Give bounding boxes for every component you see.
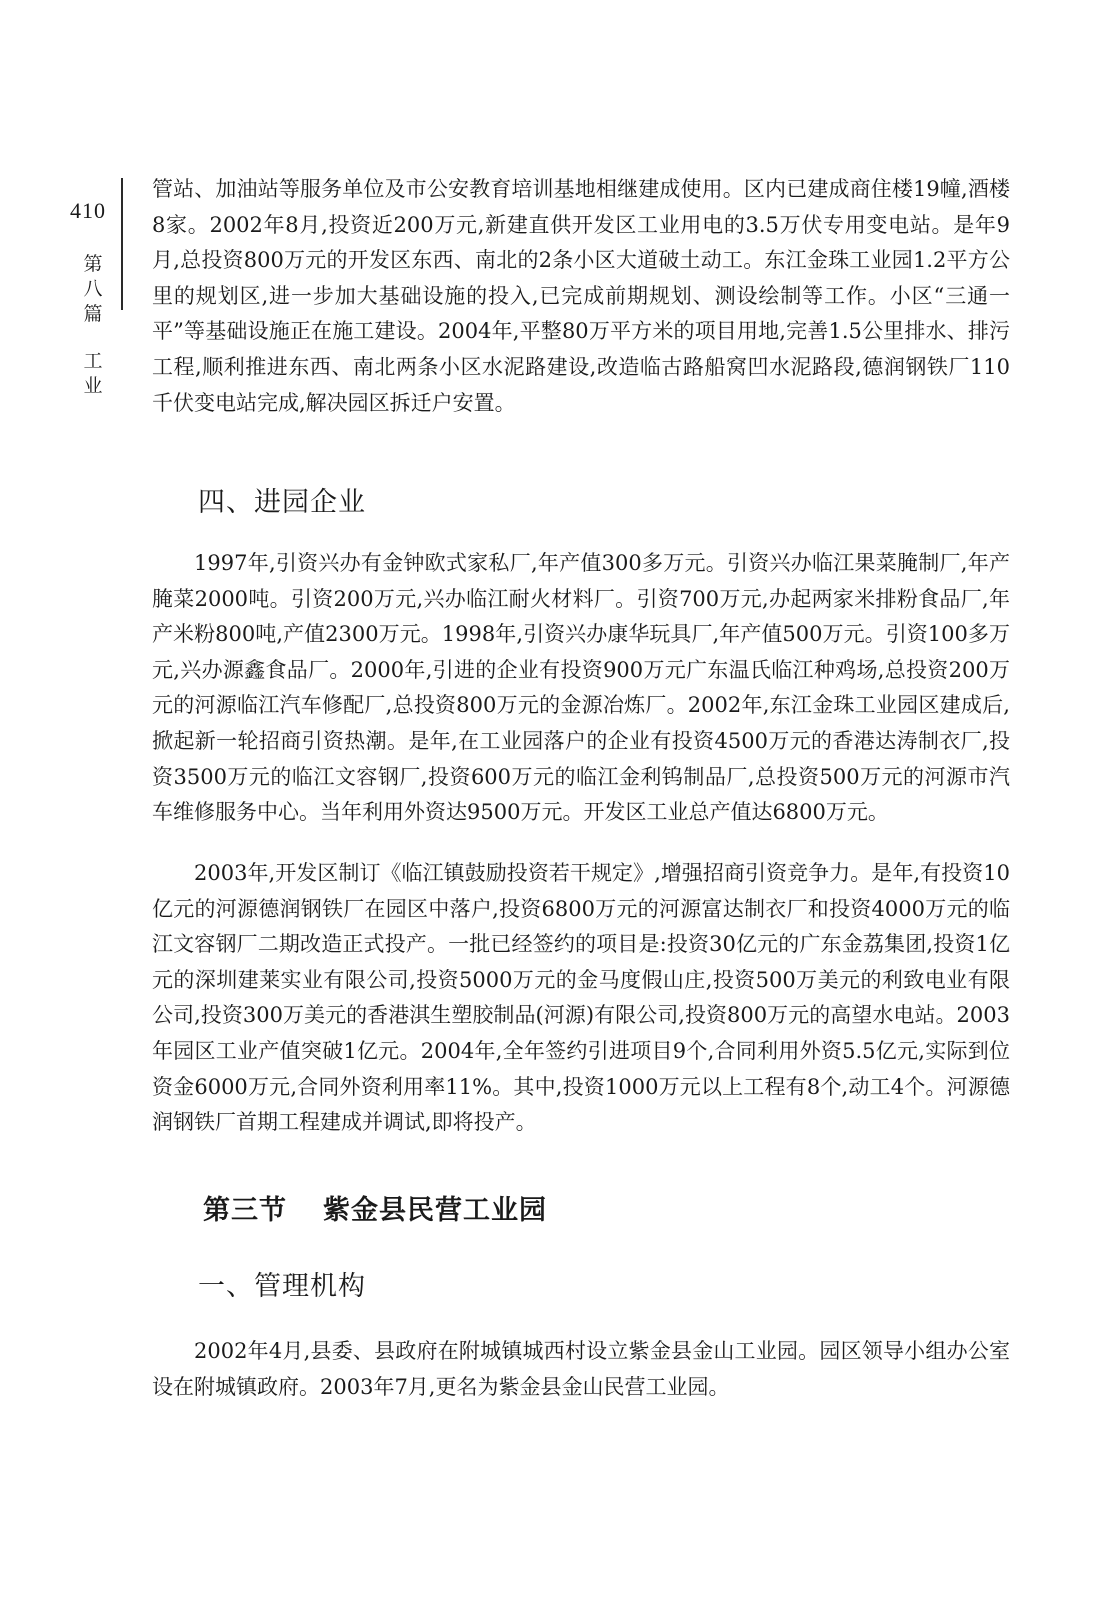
section-heading <box>203 1188 547 1227</box>
part-tab-char: 业 <box>83 375 103 397</box>
part-tab-char: 第 <box>83 253 103 275</box>
paragraph-management: 2002年4月,县委、县政府在附城镇城西村设立紫金县金山工业园。园区领导小组办公室设在附城镇政府。2003年7月,更名为紫金县金山民营工业园。 <box>152 1339 1010 1399</box>
section-number: 第三节 <box>203 1195 287 1226</box>
section-title: 紫金县民营工业园 <box>323 1195 547 1226</box>
paragraph-enterprises-2003-2004: 2003年,开发区制订《临江镇鼓励投资若干规定》,增强招商引资竞争力。是年,有投资10亿元的河源德润钢铁厂在园区中落户,投资6800万元的河源富达制衣厂和投资4000万元的临江文容钢厂二期改造正式投产。一批已经签约的项目是:投资30亿元的广东金荔集团,投资1亿元的深圳建莱实业有限公司,投资5000万元的金马度假山庄,投资500万美元的利致电业有限公司,投资300万美元的香港淇生塑胶制品(河源)有限公司,投资800万元的高望水电站。2003年园区工业产值突破1亿元。2004年,全年签约引进项目9个,合同利用外资5.5亿元,实际到位资金6000万元,合同外资利用率11%。其中,投资1000万元以上工程有8个,动工4个。河源德润钢铁厂首期工程建成并调试,即将投产。 <box>152 861 1010 1135</box>
page-number: 410 <box>70 198 106 223</box>
paragraph-infrastructure: 管站、加油站等服务单位及市公安教育培训基地相继建成使用。区内已建成商住楼19幢,酒楼8家。2002年8月,投资近200万元,新建直供开发区工业用电的3.5万伏专用变电站。是年9月,总投资800万元的开发区东西、南北的2条小区大道破土动工。东江金珠工业园1.2平方公里的规划区,进一步加大基础设施的投入,已完成前期规划、测设绘制等工作。小区“三通一平”等基础设施正在施工建设。2004年,平整80万平方米的项目用地,完善1.5公里排水、排污工程,顺利推进东西、南北两条小区水泥路建设,改造临古路船窝凹水泥路段,德润钢铁厂110千伏变电站完成,解决园区拆迁户安置。 <box>152 177 1010 415</box>
subsection-heading-enterprises: 四、进园企业 <box>198 487 366 518</box>
part-tab-char: 篇 <box>83 303 103 325</box>
part-tab <box>80 252 106 399</box>
subsection-heading-management: 一、管理机构 <box>198 1271 366 1302</box>
margin-rule <box>121 178 123 310</box>
paragraph-enterprises-1997-2002: 1997年,引资兴办有金钟欧式家私厂,年产值300多万元。引资兴办临江果菜腌制厂,年产腌菜2000吨。引资200万元,兴办临江耐火材料厂。引资700万元,办起两家米排粉食品厂,年产米粉800吨,产值2300万元。1998年,引资兴办康华玩具厂,年产值500万元。引资100多万元,兴办源鑫食品厂。2000年,引进的企业有投资900万元广东温氏临江种鸡场,总投资200万元的河源临江汽车修配厂,总投资800万元的金源冶炼厂。2002年,东江金珠工业园区建成后,掀起新一轮招商引资热潮。是年,在工业园落户的企业有投资4500万元的香港达涛制衣厂,投资3500万元的临江文容钢厂,投资600万元的临江金利钨制品厂,总投资500万元的河源市汽车维修服务中心。当年利用外资达9500万元。开发区工业总产值达6800万元。 <box>152 551 1010 825</box>
part-tab-char: 工 <box>83 350 103 372</box>
part-tab-char: 八 <box>83 278 103 300</box>
